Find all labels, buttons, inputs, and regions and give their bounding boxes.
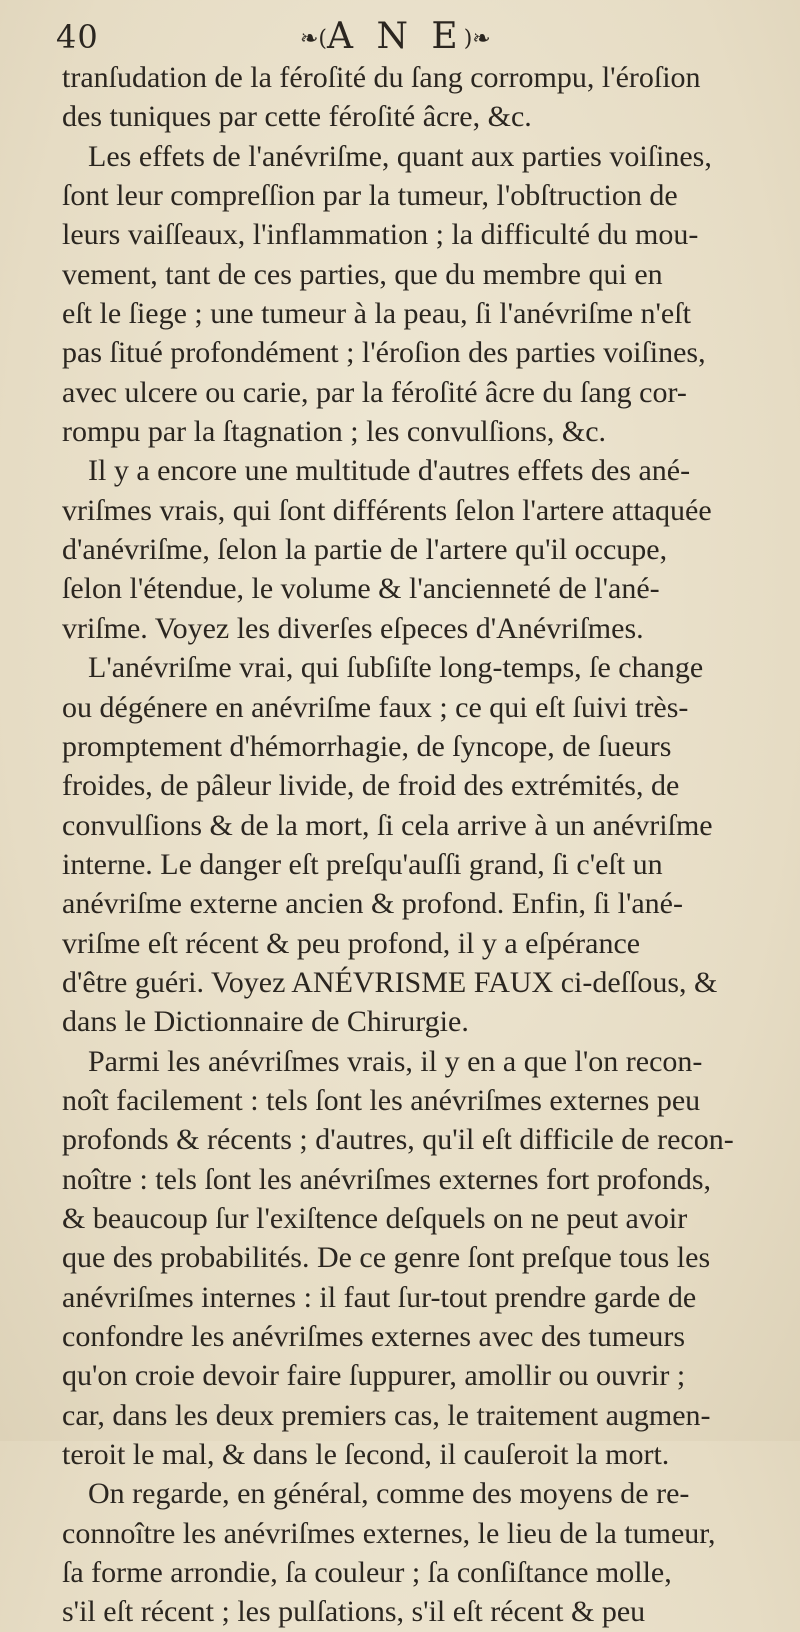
text-line: d'anévriſme, ſelon la partie de l'artere qu'il occupe, [62,533,668,567]
text-line: ſelon l'étendue, le volume & l'ancienneté de l'ané- [62,572,660,606]
text-line: convulſions & de la mort, ſi cela arrive à un anévriſme [62,808,713,842]
text-line: vement, tant de ces parties, que du membre qui en [62,257,663,291]
text-line: vriſme. Voyez les diverſes eſpeces d'Anévriſmes. [62,611,644,645]
text-line: noître : tels ſont les anévriſmes externes fort profonds, [62,1162,711,1196]
paragraph-3 [62,451,788,648]
text-line: promptement d'hémorrhagie, de ſyncope, de ſueurs [62,729,672,763]
running-head-title: A N E [327,16,464,57]
text-line: froides, de pâleur livide, de froid des extrémités, de [62,769,680,803]
paragraph-4 [62,648,788,1041]
text-line: noît facilement : tels ſont les anévriſmes externes peu [62,1083,701,1117]
page-number: 40 [56,18,99,56]
text-line: interne. Le danger eſt preſqu'auſſi grand, ſi c'eſt un [62,847,663,881]
text-line: s'il eſt récent ; les pulſations, s'il eſt récent & peu [62,1595,646,1629]
text-line: confondre les anévriſmes externes avec des tumeurs [62,1320,686,1353]
ornament-left-icon: ❧( [300,26,328,52]
ornament-right-icon: )❧ [463,26,491,52]
text-line: Parmi les anévriſmes vrais, il y en a que l'on recon- [88,1044,703,1078]
paragraph-1 [62,58,788,137]
text-line: anévriſmes internes : il faut ſur-tout prendre garde de [62,1280,697,1314]
text-line: dans le Dictionnaire de Chirurgie. [62,1005,469,1039]
text-line: eſt le ſiege ; une tumeur à la peau, ſi l'anévriſme n'eſt [62,297,691,331]
running-head [300,16,491,57]
text-line: tranſudation de la féroſité du ſang corrompu, l'éroſion [62,61,701,94]
text-line: leurs vaiſſeaux, l'inflammation ; la difficulté du mou- [62,218,699,252]
text-line: ſont leur compreſſion par la tumeur, l'obſtruction de [62,179,678,213]
paragraph-6 [62,1474,788,1631]
text-line: L'anévriſme vrai, qui ſubſiſte long-temps, ſe change [88,651,704,685]
text-line: anévriſme externe ancien & profond. Enfin, ſi l'ané- [62,887,683,921]
text-line: vriſme eſt récent & peu profond, il y a eſpérance [62,926,641,960]
body-text [62,58,788,1632]
paragraph-5 [62,1042,788,1475]
text-line: qu'on croie devoir faire ſuppurer, amollir ou ouvrir ; [62,1359,686,1393]
text-line: Les effets de l'anévriſme, quant aux parties voiſines, [88,139,712,173]
text-line: vriſmes vrais, qui ſont différents ſelon l'artere attaquée [62,493,712,527]
text-line: ſa forme arrondie, ſa couleur ; ſa conſiſtance molle, [62,1556,672,1590]
text-line: car, dans les deux premiers cas, le traitement augmen- [62,1398,711,1432]
text-line: d'être guéri. Voyez ANÉVRISME FAUX ci-deſſous, & [62,965,718,999]
text-line: Il y a encore une multitude d'autres effets des ané- [88,454,691,488]
text-line: que des probabilités. De ce genre ſont preſque tous les [62,1241,711,1275]
text-line: rompu par la ſtagnation ; les convulſions, &c. [62,415,607,449]
text-line: & beaucoup ſur l'exiſtence deſquels on ne peut avoir [62,1201,688,1235]
text-line: des tuniques par cette féroſité âcre, &c. [62,100,532,134]
text-line: connoître les anévriſmes externes, le lieu de la tumeur, [62,1516,716,1550]
text-line: On regarde, en général, comme des moyens de re- [88,1477,690,1511]
paragraph-2 [62,137,788,452]
text-line: profonds & récents ; d'autres, qu'il eſt difficile de recon- [62,1123,734,1157]
text-line: teroit le mal, & dans le ſecond, il cauſeroit la mort. [62,1438,670,1472]
text-line: pas ſitué profondément ; l'éroſion des parties voiſines, [62,336,706,370]
text-line: avec ulcere ou carie, par la féroſité âcre du ſang cor- [62,375,687,409]
text-line: ou dégénere en anévriſme faux ; ce qui eſt ſuivi très- [62,690,689,724]
page-header [40,12,760,60]
